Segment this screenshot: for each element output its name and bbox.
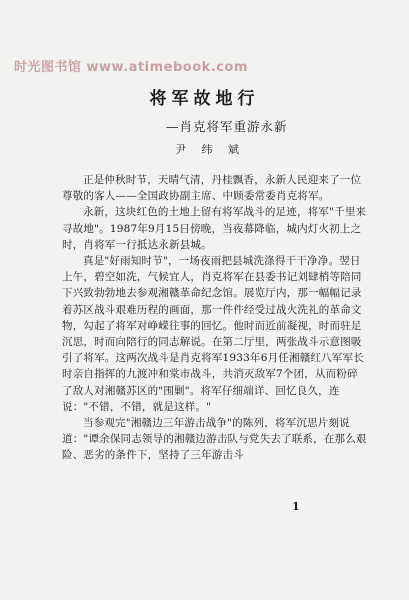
article-body: [62, 172, 368, 464]
article-subtitle: —肖克将军重游永新: [166, 119, 288, 134]
body-paragraph: 正是仲秋时节，天晴气清，丹桂飘香，永新人民迎来了一位尊敬的客人——全国政协副主席、中顾委常委肖克将军。: [62, 174, 362, 203]
page-number: 1: [292, 500, 300, 513]
article-author: 尹 纬 斌: [175, 143, 245, 156]
site-watermark: 时光图书馆 www.atimebook.com: [14, 60, 248, 75]
body-paragraph: 真是"好雨知时节"，一场夜雨把县城洗涤得干干净净。翌日上午，碧空如洗，气候宜人，肖克将军在县委书记刘肆梢等陪同下兴致勃勃地去参观湘赣革命纪念馆。展览厅内，那一幅幅记录着苏区战斗艰难历程的画面，那一件件经受过战火洗礼的革命文物，勾起了将军对峥嵘往事的回忆。他时而近前凝视，时而驻足沉思，时而向陪行的同志解说。在第二厅里，两张战斗示意图吸引了将军。这两次战斗是肖克将军1933年6月任湘赣红八军军长时亲自指挥的九渡冲和棠市战斗，共消灭敌军7个团，从而粉碎了敌人对湘赣苏区的"围剿"。将军仔细端详、回忆良久，连说："不错，不错，就是这样。": [62, 255, 364, 413]
article-title: 将军故地行: [149, 89, 260, 109]
body-paragraph: 当参观完"湘赣边三年游击战争"的陈列，将军沉思片刻说道："谭余保同志领导的湘赣边游击队与党失去了联系，在那么艰险、恶劣的条件下，坚持了三年游击斗: [62, 417, 367, 462]
body-paragraph: 永新，这块红色的土地上留有将军战斗的足迹，将军"千里来寻故地"。1987年9月15日傍晚，当夜幕降临，城内灯火初上之时，肖将军一行抵达永新县城。: [62, 206, 367, 251]
